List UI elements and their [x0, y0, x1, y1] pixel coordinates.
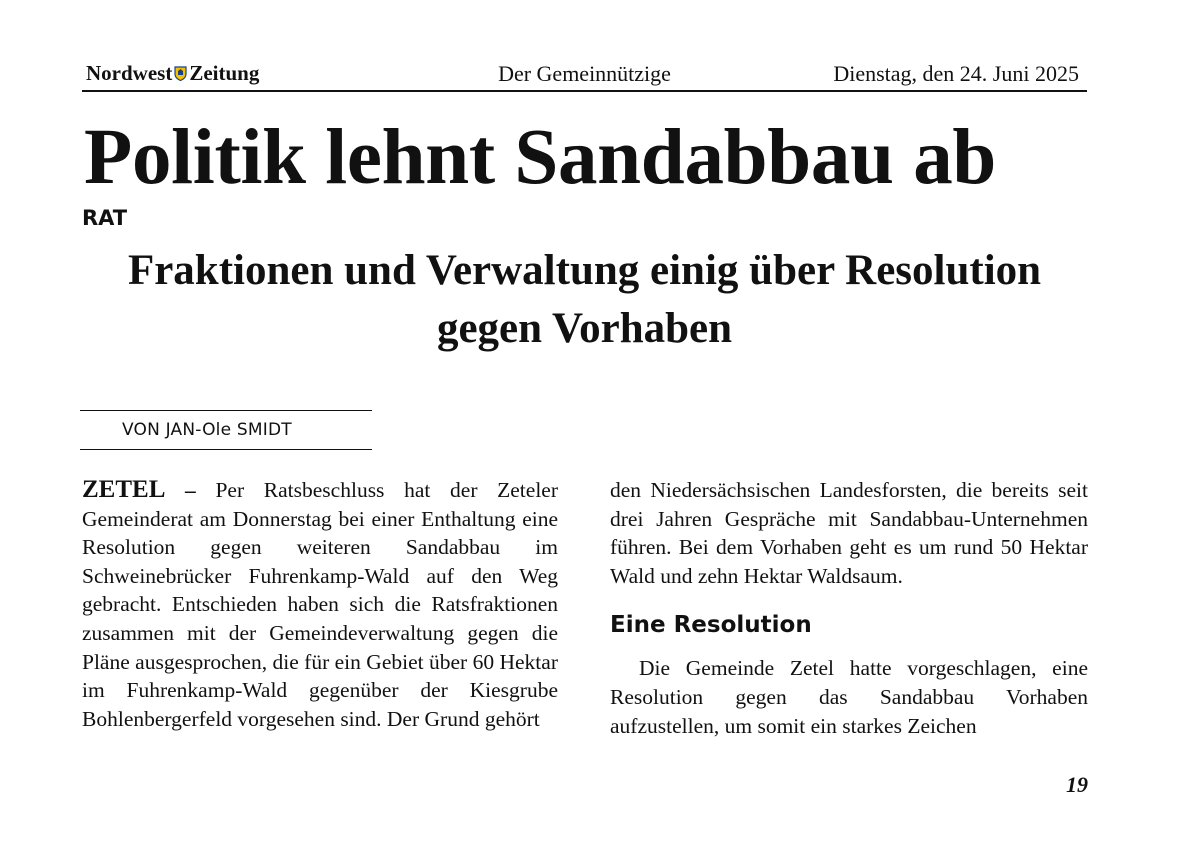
kicker: RAT: [82, 206, 128, 230]
dateline: ZETEL: [82, 476, 166, 503]
paper-name-part2: Zeitung: [189, 61, 260, 85]
section-heading: Eine Resolution: [610, 612, 812, 639]
masthead: [82, 60, 1087, 92]
byline: [80, 410, 372, 450]
body-paragraph-1-continued: den Niedersächsischen Landesforsten, die bereits seit drei Jahren Gespräche mit Sandabbau-Unternehmen führen. Bei dem Vorhaben geht es um rund 50 Hektar Wald und zehn Hektar Waldsaum.: [610, 478, 1088, 588]
paper-name-part1: Nordwest: [86, 61, 173, 85]
body-paragraph-2: Die Gemeinde Zetel hatte vorgeschlagen, eine Resolution gegen das Sandabbau Vorhaben aufzustellen, um somit ein starkes Zeichen: [610, 656, 1088, 738]
article-column-1: [82, 476, 558, 733]
byline-text: VON JAN-Ole SMIDT: [122, 420, 292, 440]
body-paragraph-1: [82, 476, 558, 733]
dateline-dash: –: [185, 478, 196, 502]
subheadline: Fraktionen und Verwaltung einig über Resolution gegen Vorhaben: [127, 247, 1042, 352]
body-text-col1: Per Ratsbeschluss hat der Zeteler Gemeinderat am Donnerstag bei einer Enthaltung eine Resolution gegen weiteren Sandabbau im Schweinebrücker Fuhrenkamp-Wald auf den Weg gebracht. Entschieden haben sich die Ratsfraktionen zusammen mit der Gemeindeverwaltung gegen die Pläne ausgesprochen, die für ein Gebiet über 60 Hektar im Fuhrenkamp-Wald gegenüber der Kiesgrube Bohlenbergerfeld vorgesehen sind. Der Grund gehört: [82, 478, 559, 731]
page-number: 19: [1066, 772, 1088, 797]
issue-date: Dienstag, den 24. Juni 2025: [833, 61, 1079, 86]
section-name: Der Gemeinnützige: [498, 61, 671, 86]
headline: Politik lehnt Sandabbau ab: [84, 114, 997, 201]
article-column-2: [610, 476, 1088, 740]
